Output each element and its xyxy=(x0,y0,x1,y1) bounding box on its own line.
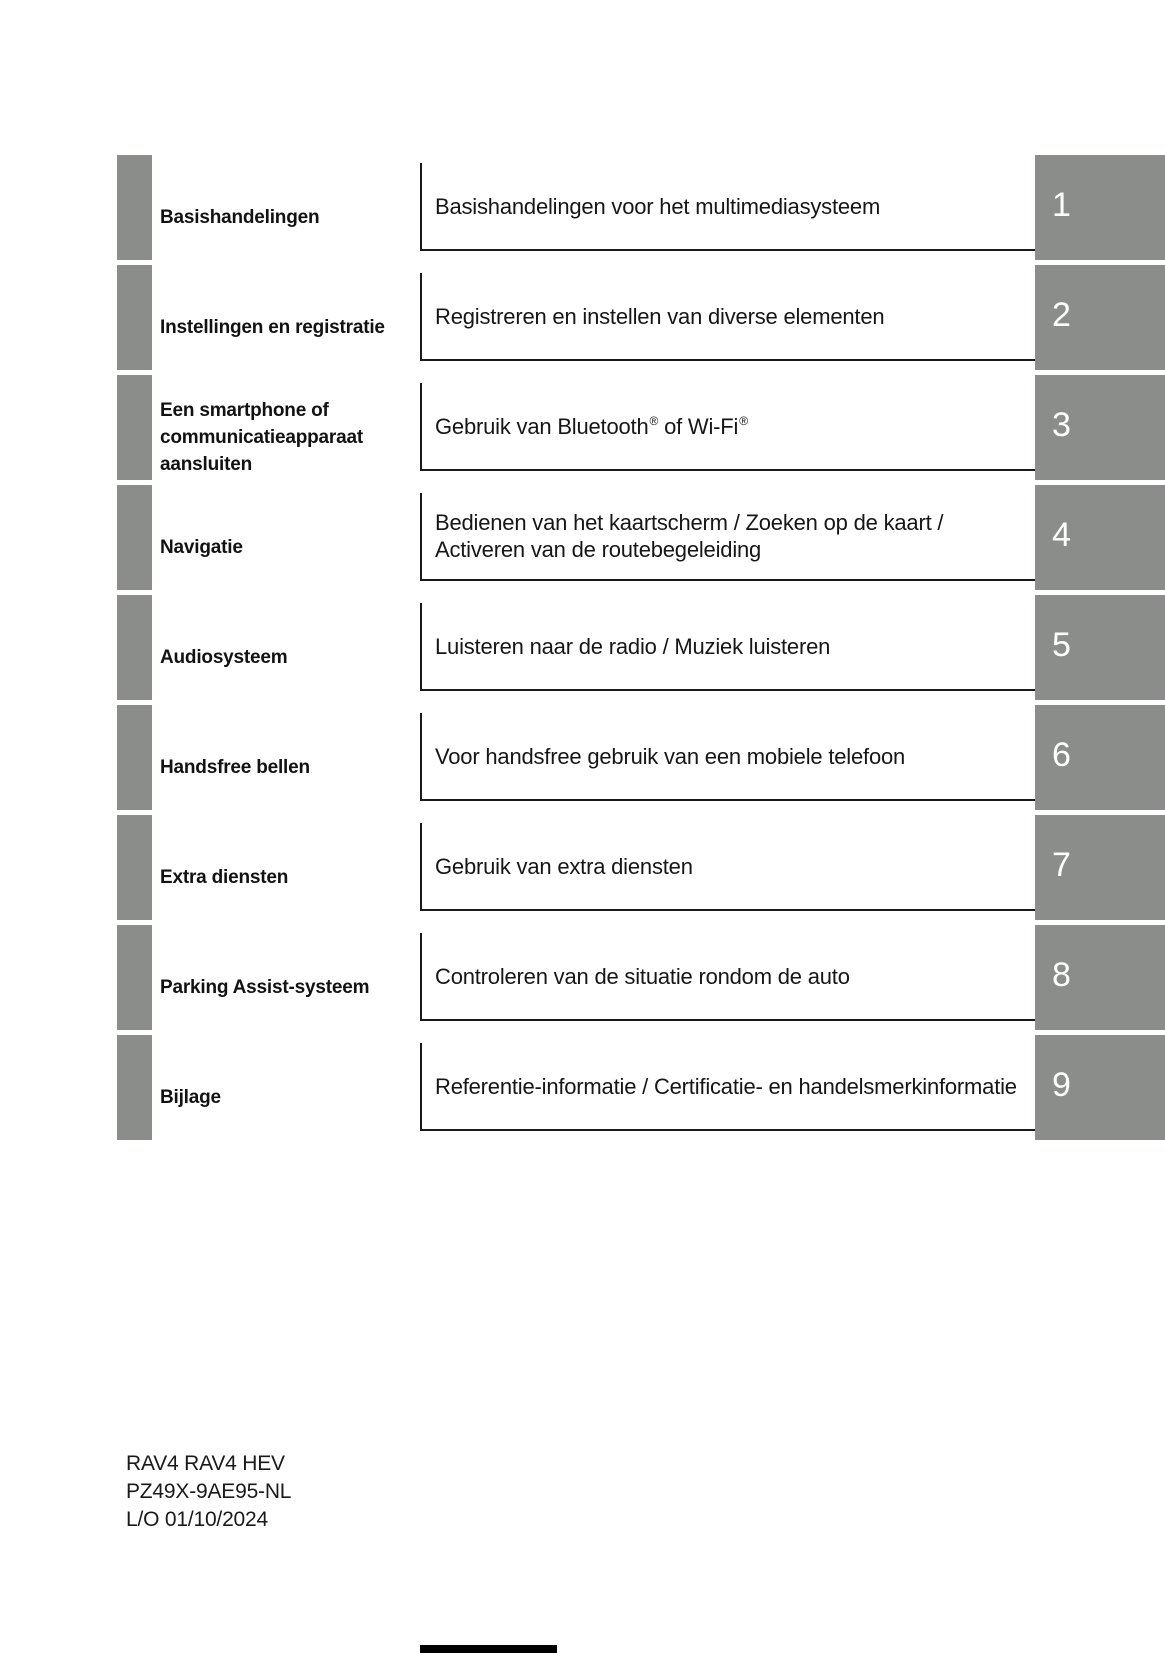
toc-row[interactable] xyxy=(117,375,1165,480)
chapter-description-cell xyxy=(420,155,1035,260)
chapter-description: Bedienen van het kaartscherm / Zoeken op de kaart / Activeren van de routebegeleiding xyxy=(435,510,944,562)
chapter-label-cell xyxy=(152,485,420,590)
chapter-label-cell xyxy=(152,155,420,260)
chapter-number: 9 xyxy=(1052,1066,1071,1104)
chapter-label-cell xyxy=(152,705,420,810)
chapter-tab-bar xyxy=(117,265,152,370)
chapter-description-box xyxy=(420,823,1035,911)
chapter-label-cell xyxy=(152,375,420,480)
chapter-label-cell xyxy=(152,815,420,920)
chapter-number: 7 xyxy=(1052,846,1071,884)
chapter-label: Navigatie xyxy=(160,537,243,558)
chapter-number-box xyxy=(1035,815,1165,920)
chapter-description-box xyxy=(420,273,1035,361)
chapter-label: Parking Assist-systeem xyxy=(160,977,370,998)
chapter-number-box xyxy=(1035,155,1165,260)
toc-row[interactable] xyxy=(117,265,1165,370)
chapter-description-box xyxy=(420,383,1035,471)
chapter-tab-bar xyxy=(117,155,152,260)
chapter-description-box xyxy=(420,603,1035,691)
toc-row[interactable] xyxy=(117,705,1165,810)
toc-row[interactable] xyxy=(117,815,1165,920)
chapter-number-box xyxy=(1035,925,1165,1030)
chapter-label: Extra diensten xyxy=(160,867,289,888)
print-registration-mark xyxy=(420,1645,557,1653)
chapter-tab-bar xyxy=(117,925,152,1030)
chapter-description-cell xyxy=(420,705,1035,810)
table-of-contents xyxy=(117,155,1165,1145)
chapter-label-cell xyxy=(152,925,420,1030)
chapter-description-cell xyxy=(420,1035,1035,1140)
toc-row[interactable] xyxy=(117,485,1165,590)
chapter-description-box xyxy=(420,713,1035,801)
chapter-description-cell xyxy=(420,815,1035,920)
chapter-description-cell xyxy=(420,925,1035,1030)
chapter-label: Bijlage xyxy=(160,1087,221,1108)
chapter-number-box xyxy=(1035,375,1165,480)
chapter-description-box xyxy=(420,1043,1035,1131)
chapter-label-cell xyxy=(152,265,420,370)
chapter-description-cell xyxy=(420,265,1035,370)
chapter-number-box xyxy=(1035,595,1165,700)
chapter-description: Registreren en instellen van diverse elementen xyxy=(435,303,885,329)
chapter-tab-bar xyxy=(117,595,152,700)
chapter-tab-bar xyxy=(117,815,152,920)
chapter-number: 6 xyxy=(1052,736,1071,774)
chapter-description: Luisteren naar de radio / Muziek luisteren xyxy=(435,633,831,659)
chapter-description: Gebruik van Bluetooth® of Wi-Fi® xyxy=(435,413,748,439)
toc-row[interactable] xyxy=(117,595,1165,700)
chapter-description-box xyxy=(420,163,1035,251)
chapter-description-cell xyxy=(420,375,1035,480)
part-number: PZ49X-9AE95-NL xyxy=(126,1480,292,1503)
toc-row[interactable] xyxy=(117,155,1165,260)
chapter-label: Basishandelingen xyxy=(160,207,320,228)
chapter-number-box xyxy=(1035,705,1165,810)
chapter-tab-bar xyxy=(117,375,152,480)
chapter-description: Referentie-informatie / Certificatie- en handelsmerkinformatie xyxy=(435,1073,1017,1099)
chapter-label: Handsfree bellen xyxy=(160,757,310,778)
chapter-tab-bar xyxy=(117,705,152,810)
chapter-number: 2 xyxy=(1052,296,1071,334)
toc-row[interactable] xyxy=(117,1035,1165,1140)
publication-info xyxy=(126,1450,291,1534)
chapter-description: Voor handsfree gebruik van een mobiele telefoon xyxy=(435,743,906,769)
chapter-number: 3 xyxy=(1052,406,1071,444)
chapter-label: Instellingen en registratie xyxy=(160,317,385,338)
chapter-tab-bar xyxy=(117,485,152,590)
toc-row[interactable] xyxy=(117,925,1165,1030)
chapter-number-box xyxy=(1035,265,1165,370)
chapter-label: Een smartphone of communicatieapparaat aansluiten xyxy=(160,400,363,475)
layout-date: L/O 01/10/2024 xyxy=(126,1508,268,1531)
chapter-description: Basishandelingen voor het multimediasysteem xyxy=(435,193,881,219)
chapter-description-box xyxy=(420,493,1035,581)
chapter-description-box xyxy=(420,933,1035,1021)
model-name: RAV4 RAV4 HEV xyxy=(126,1452,285,1475)
chapter-tab-bar xyxy=(117,1035,152,1140)
chapter-number: 4 xyxy=(1052,516,1071,554)
chapter-description-cell xyxy=(420,485,1035,590)
chapter-label-cell xyxy=(152,1035,420,1140)
chapter-description: Controleren van de situatie rondom de auto xyxy=(435,963,850,989)
chapter-label-cell xyxy=(152,595,420,700)
chapter-number: 8 xyxy=(1052,956,1071,994)
chapter-description-cell xyxy=(420,595,1035,700)
chapter-number: 1 xyxy=(1052,186,1071,224)
chapter-number-box xyxy=(1035,1035,1165,1140)
chapter-label: Audiosysteem xyxy=(160,647,288,668)
chapter-number-box xyxy=(1035,485,1165,590)
chapter-number: 5 xyxy=(1052,626,1071,664)
chapter-description: Gebruik van extra diensten xyxy=(435,853,693,879)
